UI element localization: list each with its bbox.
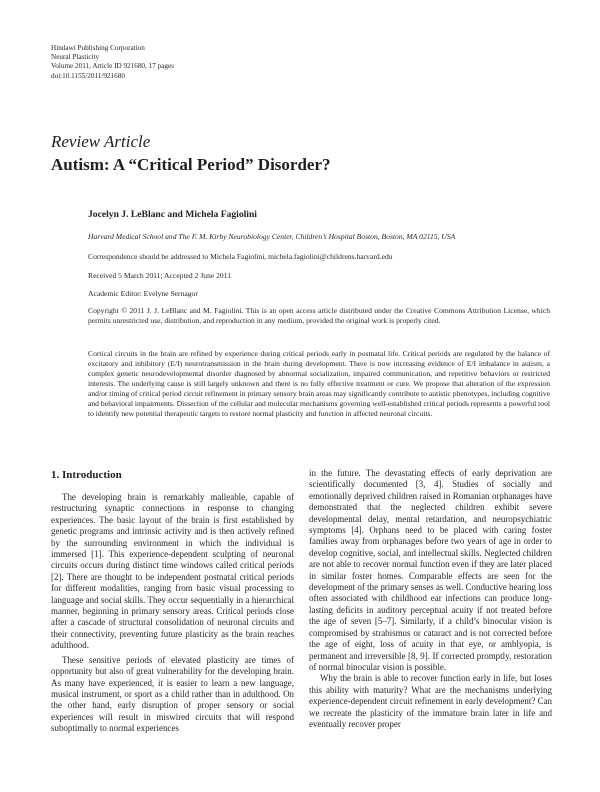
received-accepted-dates: Received 5 March 2011; Accepted 2 June 2011 <box>88 271 232 280</box>
body-column-right <box>309 468 552 730</box>
body-column-left <box>51 468 294 735</box>
author-list: Jocelyn J. LeBlanc and Michela Fagiolini <box>88 209 257 220</box>
body-paragraph: Why the brain is able to recover function early in life, but loses this ability with maturity? What are the mechanisms underlying experience-dependent circuit refinement in early development? Can we recreate the plasticity of the immature brain later in life and eventually recover proper <box>309 673 552 729</box>
body-paragraph: in the future. The devastating effects of early deprivation are scientifically documented [3, 4]. Studies of socially and emotionally deprived children raised in Romanian orphanages have demonstrated that the neglected children exhibit severe developmental delay, mental retardation, and neuropsychiatric symptoms [4]. Orphans need to be placed with caring foster families away from orphanages before two years of age in order to develop cognitive, social, and intellectual skills. Neglected children are not able to recover normal function even if they are later placed in similar foster homes. Comparable effects are seen for the development of the primary senses as well. Conductive hearing loss often associated with childhood ear infections can produce long-lasting deficits in auditory perceptual acuity if not treated before the age of seven [5–7]. Similarly, if a child’s binocular vision is compromised by strabismus or cataract and is not corrected before the age of eight, loss of acuity in that eye, or amblyopia, is permanent and irreversible [8, 9]. If corrected promptly, restoration of normal binocular vision is possible. <box>309 468 552 672</box>
author-affiliation: Harvard Medical School and The F. M. Kirby Neurobiology Center, Children’s Hospital Boston, Boston, MA 02115, USA <box>88 232 456 241</box>
article-type: Review Article <box>51 132 151 151</box>
journal-metadata <box>51 44 174 81</box>
body-paragraph: These sensitive periods of elevated plasticity are times of opportunity but also of great vulnerability for the developing brain. As many have experienced, it is easier to learn a new language, musical instrument, or sport as a child rather than in adulthood. On the other hand, early disruption of proper sensory or social experiences will result in miswired circuits that will respond suboptimally to normal experiences <box>51 654 294 734</box>
section-heading-introduction: 1. Introduction <box>51 469 122 481</box>
academic-editor: Academic Editor: Evelyne Sernagor <box>88 289 198 298</box>
abstract: Cortical circuits in the brain are refined by experience during critical periods early in postnatal life. Critical periods are regulated by the balance of excitatory and inhibitory (E/I) neurotransmission in the brain during development. There is now increasing evidence of E/I imbalance in autism, a complex genetic neurodevelopmental disorder diagnosed by abnormal socialization, impaired communication, and repetitive behaviors or restricted interests. The underlying cause is still largely unknown and there is no fully effective treatment or cure. We propose that alteration of the expression and/or timing of critical period circuit refinement in primary sensory brain areas may significantly contribute to autistic phenotypes, including cognitive and behavioral impairments. Dissection of the cellular and molecular mechanisms governing well-established critical periods represents a powerful tool to identify new potential therapeutic targets to restore normal plasticity and function in affected neuronal circuits. <box>88 349 550 418</box>
publisher-name: Hindawi Publishing Corporation <box>51 44 145 52</box>
copyright-notice: Copyright © 2011 J. J. LeBlanc and M. Fagiolini. This is an open access article distributed under the Creative Commons Attribution License, which permits unrestricted use, distribution, and reproduction in any medium, provided the original work is properly cited. <box>88 306 550 325</box>
journal-name: Neural Plasticity <box>51 53 100 62</box>
body-paragraph: The developing brain is remarkably malleable, capable of restructuring synaptic connections in response to changing experiences. The basic layout of the brain is first established by genetic programs and intrinsic activity and is then actively refined by the surrounding environment in which the individual is immersed [1]. This experience-dependent sculpting of neuronal circuits occurs during distinct time windows called critical periods [2]. There are thought to be independent postnatal critical periods for different modalities, ranging from basic visual processing to language and social skills. They occur sequentially in a hierarchical manner, beginning in primary sensory areas. Critical periods close after a cascade of structural consolidation of neuronal circuits and their connectivity, preventing future plasticity as the brain reaches adulthood. <box>51 492 294 651</box>
doi: doi:10.1155/2011/921680 <box>51 71 125 80</box>
correspondence-line: Correspondence should be addressed to Michela Fagiolini, michela.fagiolini@childrens.harvard.edu <box>88 252 393 261</box>
article-title: Autism: A “Critical Period” Disorder? <box>51 155 331 174</box>
volume-line: Volume 2011, Article ID 921680, 17 pages <box>51 62 174 71</box>
